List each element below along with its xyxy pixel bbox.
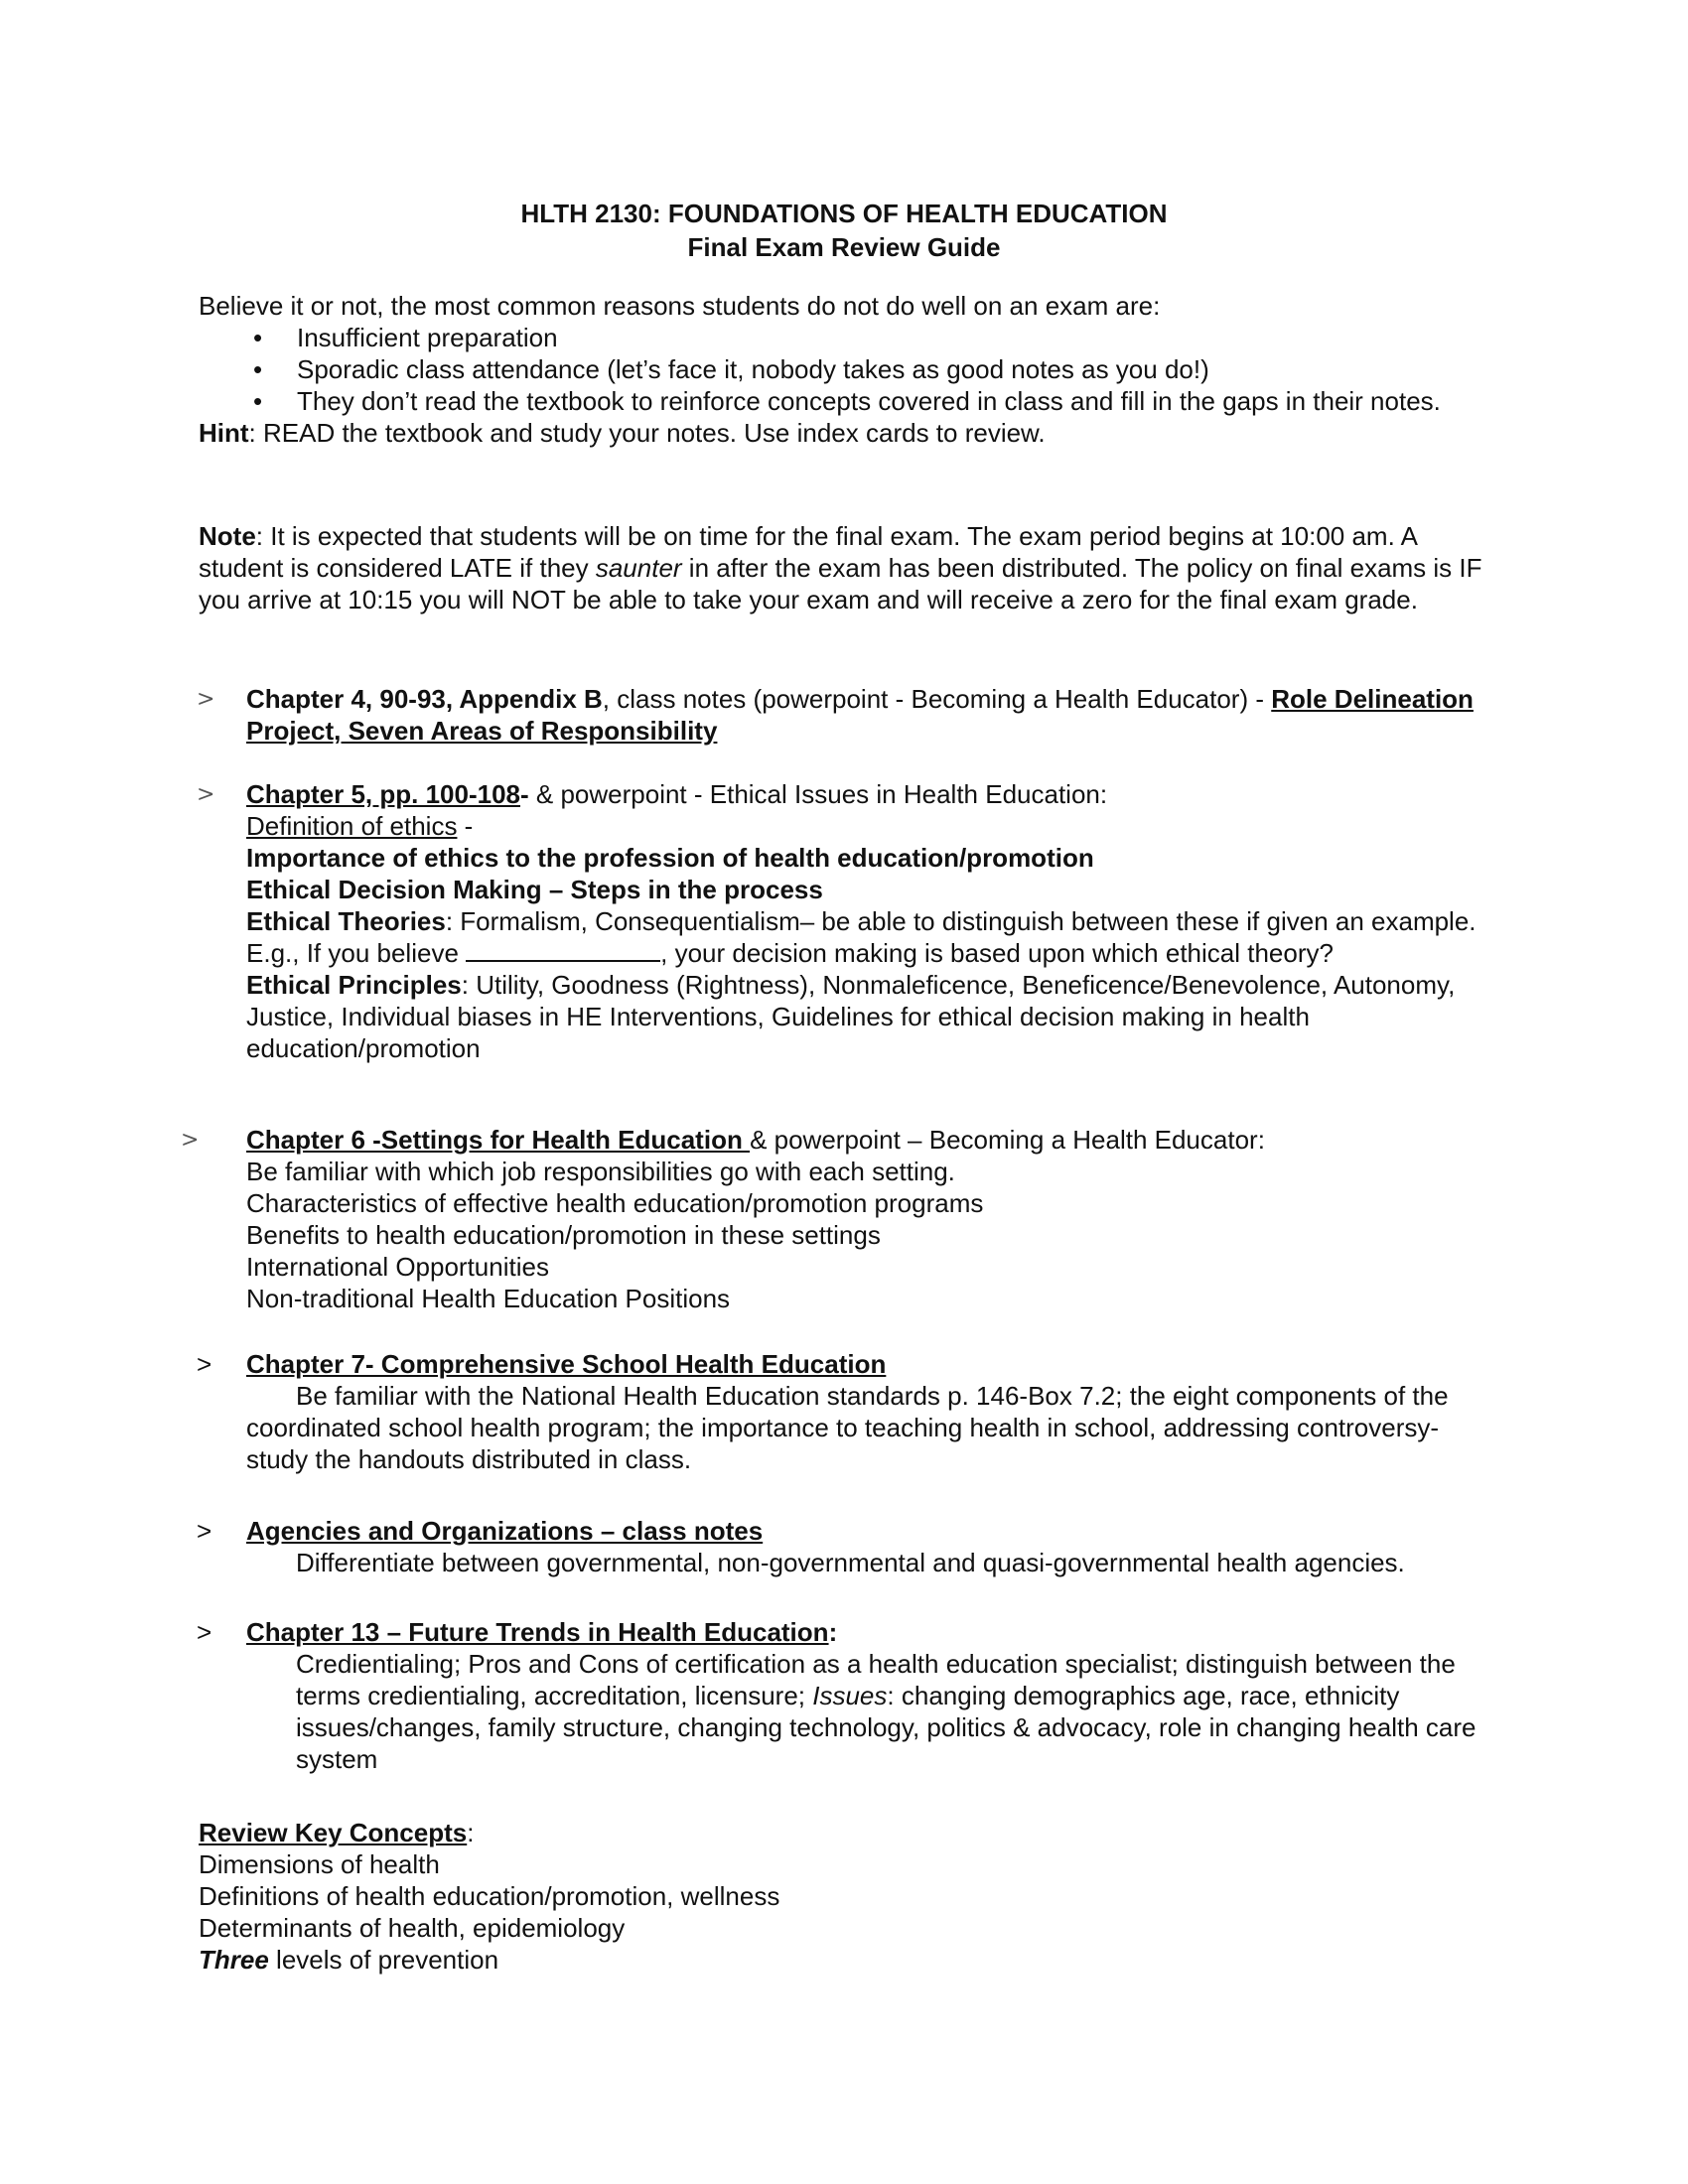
section-chapter-4: [246, 683, 1497, 747]
ethical-theories-text-after: , your decision making is based upon which ethical theory?: [660, 938, 1334, 968]
chapter-4-text: , class notes (powerpoint - Becoming a Health Educator) -: [602, 684, 1272, 714]
list-item: International Opportunities: [246, 1252, 549, 1282]
review-heading: Review Key Concepts: [199, 1818, 468, 1847]
section-chapter-13: [246, 1616, 1497, 1775]
reasons-list: [199, 322, 1489, 417]
review-heading-suffix: :: [467, 1818, 475, 1847]
arrow-bullet: >: [197, 782, 215, 807]
hint-label: Hint: [199, 418, 249, 448]
list-item: Benefits to health education/promotion in these settings: [246, 1220, 881, 1250]
chapter-13-italic: Issues: [812, 1681, 888, 1710]
intro-section: [199, 290, 1489, 449]
arrow-bullet: >: [197, 1516, 212, 1546]
list-item: Non-traditional Health Education Positions: [246, 1284, 731, 1313]
chapter-5-text: & powerpoint - Ethical Issues in Health Education:: [535, 779, 1108, 809]
note-text: : It is expected that students will be on time for the final exam. The exam period begins at 10:00 am. A student is considered LATE if they: [199, 521, 1417, 583]
section-chapter-5: [246, 778, 1497, 1064]
ethical-principles-text: : Utility, Goodness (Rightness), Nonmaleficence, Beneficence/Benevolence, Autonomy, Justice, Individual biases in HE Interventions, Guidelines for ethical decision making in health education/promotion: [246, 970, 1456, 1063]
course-title: HLTH 2130: FOUNDATIONS OF HEALTH EDUCATION: [520, 199, 1168, 228]
list-item: Determinants of health, epidemiology: [199, 1913, 626, 1943]
fill-in-blank: [466, 938, 660, 962]
chapter-13-heading-suffix: :: [828, 1617, 838, 1647]
chapter-5-heading-suffix: -: [520, 779, 536, 809]
list-item: Be familiar with which job responsibilities go with each setting.: [246, 1157, 955, 1186]
section-chapter-6: [246, 1124, 1497, 1314]
document-header: [0, 197, 1688, 264]
hint-line: [199, 417, 1489, 449]
list-item: Definitions of health education/promotion, wellness: [199, 1881, 780, 1911]
hint-text: : READ the textbook and study your notes. Use index cards to review.: [248, 418, 1046, 448]
agencies-text: Differentiate between governmental, non-governmental and quasi-governmental health agencies.: [296, 1548, 1405, 1577]
section-chapter-7: [246, 1348, 1497, 1475]
arrow-bullet: >: [197, 687, 215, 712]
note-italic: saunter: [595, 553, 682, 583]
intro-lead: Believe it or not, the most common reasons students do not do well on an exam are:: [199, 291, 1161, 321]
review-last-text: levels of prevention: [268, 1945, 499, 1975]
list-item: • Insufficient preparation: [297, 322, 1489, 353]
chapter-13-text: Credientialing; Pros and Cons of certification as a health education specialist; distinguish between the terms credientialing, accreditation, licensure;: [296, 1649, 1456, 1710]
list-item: Dimensions of health: [199, 1849, 440, 1879]
agencies-heading: Agencies and Organizations – class notes: [246, 1516, 764, 1546]
chapter-7-text: Be familiar with the National Health Education standards p. 146-Box 7.2; the eight components of the coordinated school health program; the importance to teaching health in school, addressing controversy-study the handouts distributed in class.: [246, 1381, 1449, 1474]
ethical-theories-label: Ethical Theories: [246, 906, 446, 936]
list-item: • Sporadic class attendance (let’s face it, nobody takes as good notes as you do!): [297, 353, 1489, 385]
definition-suffix: -: [457, 811, 474, 841]
review-section: [199, 1817, 1489, 1976]
list-item: • They don’t read the textbook to reinforce concepts covered in class and fill in the gaps in their notes.: [297, 385, 1489, 417]
document-subtitle: Final Exam Review Guide: [687, 232, 1001, 262]
arrow-bullet: >: [197, 1617, 212, 1647]
ethics-importance: Importance of ethics to the profession of health education/promotion: [246, 843, 1094, 873]
chapter-13-heading: Chapter 13 – Future Trends in Health Education: [246, 1617, 829, 1647]
section-agencies: [246, 1515, 1497, 1578]
note-label: Note: [199, 521, 256, 551]
chapter-5-heading: Chapter 5, pp. 100-108: [246, 779, 520, 809]
review-emphasis: Three: [199, 1945, 269, 1975]
chapter-6-heading: Chapter 6 -Settings for Health Education: [246, 1125, 751, 1155]
ethical-decision-making: Ethical Decision Making – Steps in the process: [246, 875, 823, 904]
note-section: [199, 520, 1489, 615]
note-text-after: in after the exam has been distributed. The policy on final exams is IF you arrive at 10:15 you will NOT be able to take your exam and will receive a zero for the final exam grade.: [199, 553, 1482, 614]
ethical-theories-text: : Formalism, Consequentialism– be able to distinguish between these if given an example. E.g., If you believe: [246, 906, 1477, 968]
list-item: Characteristics of effective health education/promotion programs: [246, 1188, 984, 1218]
chapter-4-heading: Chapter 4, 90-93, Appendix B: [246, 684, 603, 714]
arrow-bullet: >: [181, 1128, 200, 1153]
chapter-6-text: & powerpoint – Becoming a Health Educator:: [750, 1125, 1265, 1155]
arrow-bullet: >: [197, 1349, 212, 1379]
ethical-principles-label: Ethical Principles: [246, 970, 462, 1000]
chapter-7-heading: Chapter 7- Comprehensive School Health Education: [246, 1349, 887, 1379]
chapter-4-emphasis: Role Delineation Project, Seven Areas of Responsibility: [246, 684, 1474, 746]
definition-of-ethics: Definition of ethics: [246, 811, 458, 841]
chapter-13-text-after: : changing demographics age, race, ethnicity issues/changes, family structure, changing technology, politics & advocacy, role in changing health care system: [296, 1681, 1477, 1774]
